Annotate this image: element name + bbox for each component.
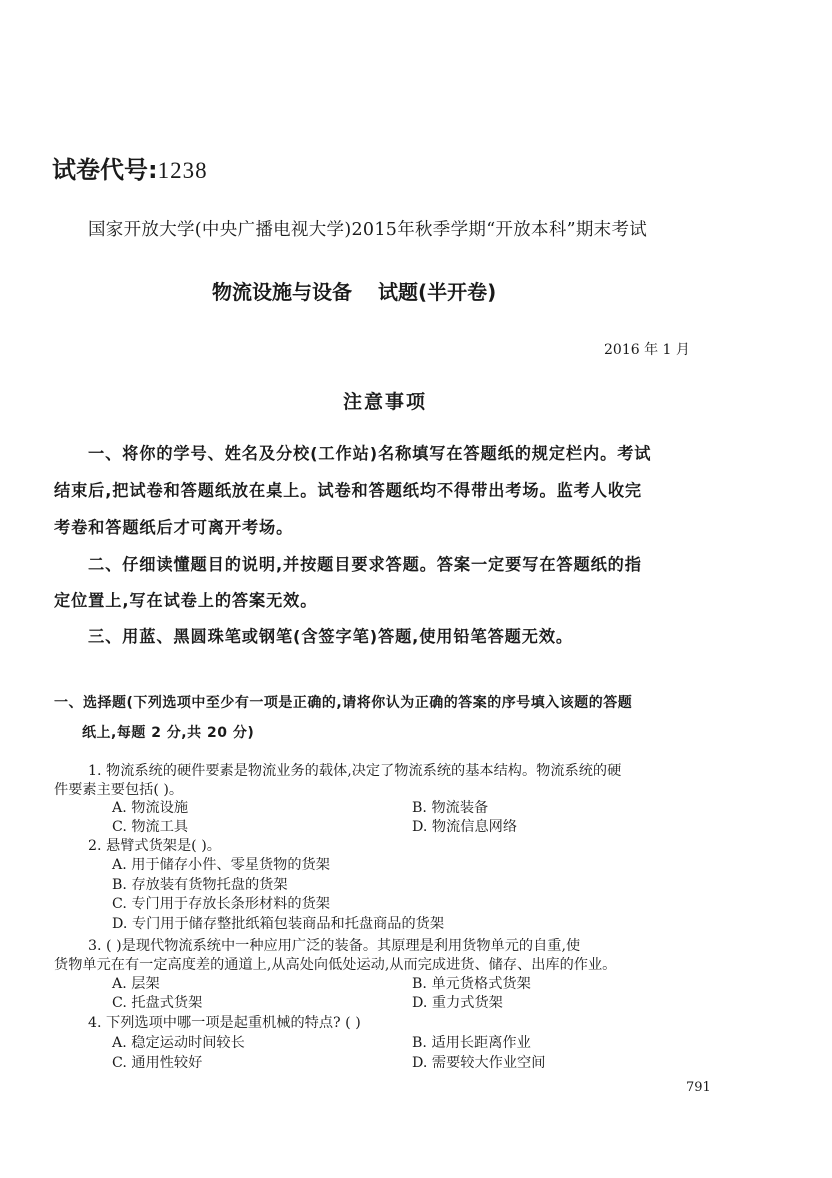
question-3-stem: 3. ( )是现代物流系统中一种应用广泛的装备。其原理是利用货物单元的自重,使 (88, 938, 581, 954)
question-2-option-c: C. 专门用于存放长条形材料的货架 (112, 896, 330, 912)
question-2-option-b: B. 存放装有货物托盘的货架 (112, 877, 288, 893)
exam-header: 国家开放大学(中央广播电视大学)2015年秋季学期“开放本科”期末考试 (88, 220, 648, 240)
question-4-option-b: B. 适用长距离作业 (412, 1035, 531, 1051)
notice-line: 结束后,把试卷和答题纸放在桌上。试卷和答题纸均不得带出考场。监考人收完 (54, 481, 643, 500)
notice-line: 一、将你的学号、姓名及分校(工作站)名称填写在答题纸的规定栏内。考试 (88, 444, 652, 463)
question-3-stem-cont: 货物单元在有一定高度差的通道上,从高处向低处运动,从而完成进货、储存、出库的作业。 (54, 957, 617, 973)
notice-line: 二、仔细读懂题目的说明,并按题目要求答题。答案一定要写在答题纸的指 (88, 555, 642, 574)
notice-heading: 注意事项 (343, 391, 428, 413)
question-1-option-a: A. 物流设施 (112, 800, 189, 816)
question-1-option-d: D. 物流信息网络 (412, 819, 518, 835)
question-3-option-c: C. 托盘式货架 (112, 995, 203, 1011)
notice-line: 定位置上,写在试卷上的答案无效。 (54, 591, 318, 610)
question-4-option-d: D. 需要较大作业空间 (412, 1055, 546, 1071)
question-1-stem: 1. 物流系统的硬件要素是物流业务的载体,决定了物流系统的基本结构。物流系统的硬 (88, 763, 622, 779)
question-4-option-c: C. 通用性较好 (112, 1055, 203, 1071)
course-name: 物流设施与设备 (212, 280, 352, 304)
question-1-option-c: C. 物流工具 (112, 819, 189, 835)
paper-code-label: 试卷代号 (52, 156, 148, 184)
question-2-option-a: A. 用于储存小件、零星货物的货架 (112, 857, 330, 873)
question-4-option-a: A. 稳定运动时间较长 (112, 1035, 245, 1051)
section-heading-cont: 纸上,每题 2 分,共 20 分) (82, 725, 255, 741)
page-number: 791 (686, 1080, 711, 1095)
question-4-stem: 4. 下列选项中哪一项是起重机械的特点? ( ) (88, 1015, 361, 1031)
paper-code-number: 1238 (157, 158, 208, 183)
exam-type: 试题(半开卷) (378, 280, 497, 304)
question-2-stem: 2. 悬臂式货架是( )。 (88, 838, 221, 854)
section-heading: 一、选择题(下列选项中至少有一项是正确的,请将你认为正确的答案的序号填入该题的答题 (54, 695, 633, 711)
question-2-option-d: D. 专门用于储存整批纸箱包装商品和托盘商品的货架 (112, 916, 445, 932)
question-3-option-b: B. 单元货格式货架 (412, 976, 531, 992)
question-3-option-d: D. 重力式货架 (412, 995, 503, 1011)
exam-date: 2016 年 1 月 (604, 342, 690, 358)
notice-line: 三、用蓝、黑圆珠笔或钢笔(含签字笔)答题,使用铅笔答题无效。 (88, 627, 574, 646)
paper-code-colon: : (148, 156, 158, 184)
question-3-option-a: A. 层架 (112, 976, 160, 992)
exam-title (212, 276, 496, 305)
paper-code (52, 150, 208, 185)
question-1-option-b: B. 物流装备 (412, 800, 489, 816)
question-1-stem-cont: 件要素主要包括( )。 (54, 782, 184, 798)
notice-line: 考卷和答题纸后才可离开考场。 (54, 518, 294, 537)
